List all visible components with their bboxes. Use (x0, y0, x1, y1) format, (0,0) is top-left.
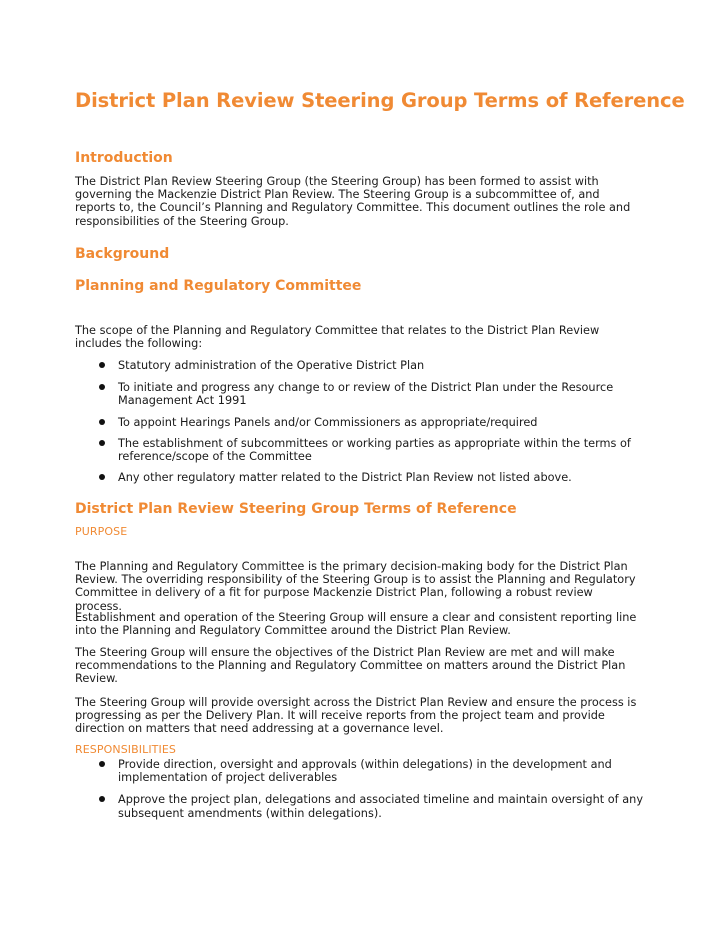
list-item (75, 416, 650, 429)
planning-committee-list (75, 359, 650, 484)
bullet-icon (99, 440, 105, 446)
purpose-paragraph-1: The Planning and Regulatory Committee is the primary decision-making body for the District Plan Review. The overriding responsibility of the Steering Group is to assist the Planning and Regulatory Committee in delivery of a fit for purpose Mackenzie District Plan, following a robust review process. (75, 560, 636, 613)
list-item-text: To appoint Hearings Panels and/or Commissioners as appropriate/required (118, 415, 538, 429)
list-item (75, 793, 650, 819)
purpose-paragraph-4: The Steering Group will provide oversight across the District Plan Review and ensure the process is progressing as per the Delivery Plan. It will receive reports from the project team and provide direction on matters that need addressing at a governance level. (75, 696, 637, 736)
bullet-icon (99, 384, 105, 390)
list-item (75, 381, 650, 407)
purpose-paragraph-3: The Steering Group will ensure the objectives of the District Plan Review are met and will make recommendations to the Planning and Regulatory Committee on matters around the District Plan Review. (75, 646, 626, 686)
bullet-icon (99, 796, 105, 802)
responsibilities-heading: RESPONSIBILITIES (75, 743, 176, 756)
responsibilities-list (75, 758, 650, 820)
bullet-icon (99, 419, 105, 425)
bullet-icon (99, 761, 105, 767)
document-title: District Plan Review Steering Group Terms of Reference (75, 89, 685, 112)
list-item (75, 359, 650, 372)
terms-of-reference-heading: District Plan Review Steering Group Terms of Reference (75, 501, 517, 517)
background-heading: Background (75, 246, 170, 262)
planning-committee-heading: Planning and Regulatory Committee (75, 278, 362, 294)
list-item (75, 437, 650, 463)
bullet-icon (99, 362, 105, 368)
list-item-text: Any other regulatory matter related to the District Plan Review not listed above. (118, 471, 572, 485)
list-item-text: The establishment of subcommittees or working parties as appropriate within the terms of reference/scope of the Committee (118, 436, 631, 464)
list-item (75, 758, 650, 784)
list-item (75, 471, 650, 484)
planning-committee-intro: The scope of the Planning and Regulatory Committee that relates to the District Plan Review includes the following: (75, 324, 600, 351)
introduction-paragraph: The District Plan Review Steering Group (the Steering Group) has been formed to assist with governing the Mackenzie District Plan Review. The Steering Group is a subcommittee of, and reports to, the Council’s Planning and Regulatory Committee. This document outlines the role and responsibilities of the Steering Group. (75, 175, 631, 228)
purpose-paragraph-2: Establishment and operation of the Steering Group will ensure a clear and consistent reporting line into the Planning and Regulatory Committee around the District Plan Review. (75, 611, 637, 638)
list-item-text: Statutory administration of the Operative District Plan (118, 359, 425, 372)
purpose-heading: PURPOSE (75, 525, 128, 538)
list-item-text: To initiate and progress any change to or review of the District Plan under the Resource Management Act 1991 (118, 381, 614, 408)
introduction-heading: Introduction (75, 150, 173, 166)
list-item-text: Approve the project plan, delegations and associated timeline and maintain oversight of any subsequent amendments (within delegations). (118, 793, 644, 820)
list-item-text: Provide direction, oversight and approvals (within delegations) in the development and implementation of project deliverables (118, 758, 612, 785)
bullet-icon (99, 474, 105, 480)
